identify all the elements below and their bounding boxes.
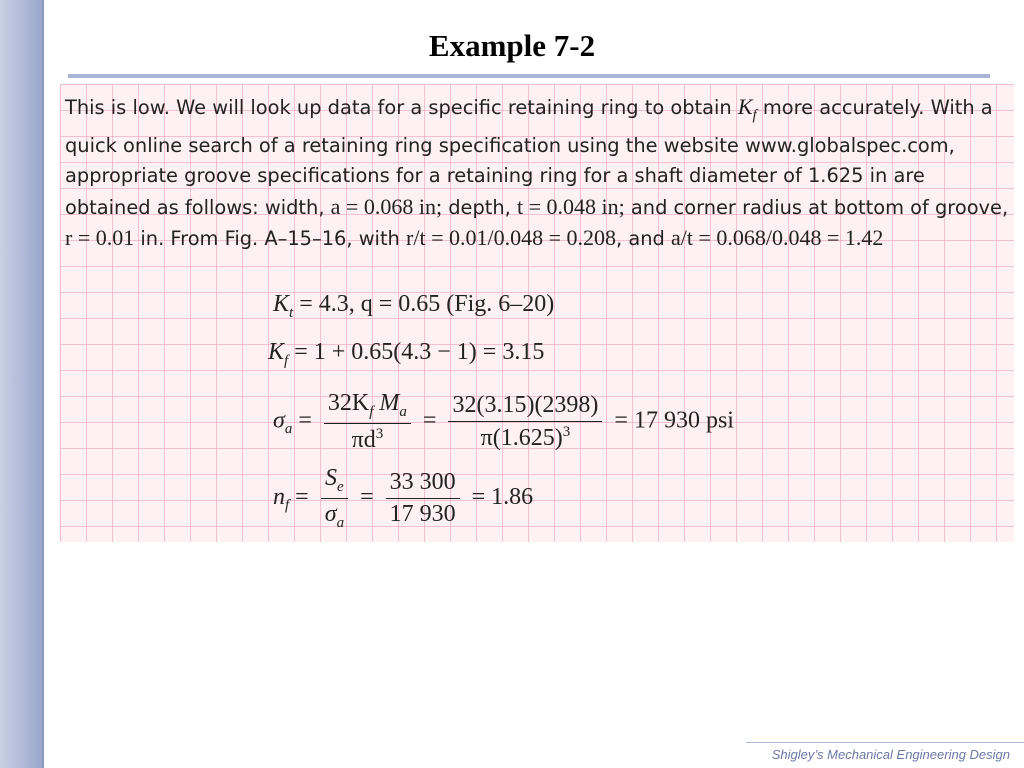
- footer-text: Shigley’s Mechanical Engineering Design: [771, 747, 1010, 762]
- r-over-t-expression: r/t = 0.01/0.048 = 0.208: [406, 225, 616, 251]
- nf-fraction-symbolic: $\frac{S_e}{\sigma_a}$: [321, 465, 348, 532]
- kt-equation: $K_t = 4.3$, q = 0.65 (Fig. 6–20): [273, 291, 555, 321]
- kf-symbol: $K_f$: [737, 94, 757, 124]
- slide-side-bar: [0, 0, 42, 768]
- width-expression: a = 0.068 in;: [330, 193, 443, 219]
- footer-divider: [746, 742, 1024, 743]
- paragraph-text-2: more accurately. With a quick online search of a retaining ring specification using the website www.globalspec.com, appropriate groove specifications for a retaining ring for a shaft diameter of 1.625 in are obtained as follows: width,: [65, 96, 993, 219]
- slide-side-bar-edge: [42, 0, 44, 768]
- paragraph-text-3: depth,: [442, 195, 517, 219]
- sigma-fraction-numeric: $\frac{32(3.15)(2398)}{\pi(1.625)^3}$: [448, 392, 602, 452]
- a-over-t-expression: a/t = 0.068/0.048 = 1.42: [670, 225, 884, 251]
- paragraph-text-4: and corner radius at bottom of groove,: [624, 195, 1009, 219]
- radius-expression: r = 0.01: [65, 225, 135, 251]
- problem-paragraph: [65, 92, 1013, 255]
- paragraph-text-1: This is low. We will look up data for a specific retaining ring to obtain: [65, 96, 738, 119]
- depth-expression: t = 0.048 in;: [517, 193, 625, 219]
- sigma-fraction-symbolic: $\frac{32K_f M_a}{\pi d^3}$: [324, 390, 411, 454]
- slide-title: Example 7-2: [428, 28, 596, 63]
- paragraph-text-6: , and: [616, 227, 671, 251]
- nf-equation: $n_f$ = $\frac{S_e}{\sigma_a}$ = $\frac{33 300}{17 930}$ = 1.86: [273, 465, 534, 531]
- sigma-a-equation: $\sigma_a$ = $\frac{32K_f M_a}{\pi d^3}$ = $\frac{32(3.15)(2398)}{\pi(1.625)^3}$ = 17 930 psi: [273, 390, 734, 453]
- kf-equation: $K_f = 1 + 0.65(4.3 - 1) = 3.15$: [268, 339, 545, 369]
- nf-fraction-numeric: $\frac{33 300}{17 930}$: [386, 469, 460, 528]
- title-divider: [68, 74, 990, 78]
- paragraph-text-5: in. From Fig. A–15–16, with: [134, 227, 407, 251]
